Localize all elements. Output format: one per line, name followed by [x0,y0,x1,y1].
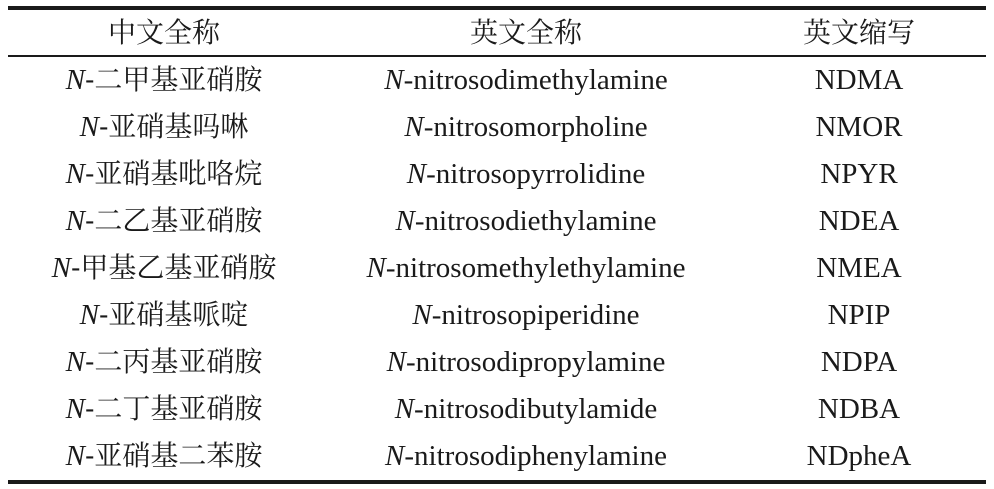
table-row [8,292,986,339]
abbreviation-cell: NDMA [814,64,904,96]
header-chinese-name: 中文全称 [107,15,220,49]
chinese-name-cell [8,157,320,190]
nitrosamine-table [8,6,986,484]
chinese-name-cell [8,392,320,425]
english-name-text: -nitrosodipropylamine [406,346,666,378]
chinese-name-cell [8,251,320,284]
chinese-name-text: -亚硝基吗啉 [98,110,249,143]
english-name-cell [320,254,732,283]
abbreviation-cell: NPIP [827,299,891,331]
chinese-name-text: -亚硝基二苯胺 [84,439,263,472]
table-body [8,57,986,480]
english-name-text: -nitrosodiethylamine [414,205,657,237]
english-name-cell [320,66,732,95]
english-name-text: -nitrosodibutylamide [414,393,658,425]
english-name-prefix: N [406,158,427,190]
chinese-name-text: -亚硝基吡咯烷 [84,157,263,190]
abbreviation-cell: NPYR [820,158,898,190]
english-name-cell [320,207,732,236]
abbreviation-cell: NDPA [820,346,898,378]
chinese-name-cell [8,63,320,96]
table-row [8,339,986,386]
chinese-name-prefix: N [79,111,99,143]
chinese-name-text: -甲基乙基亚硝胺 [70,251,277,284]
english-name-text: -nitrosomethylethylamine [385,252,686,284]
english-name-prefix: N [412,299,432,331]
chinese-name-cell [8,204,320,237]
abbreviation-cell: NDBA [817,393,901,425]
chinese-name-prefix: N [65,205,85,237]
table-row [8,386,986,433]
chinese-name-text: -二丁基亚硝胺 [84,392,263,425]
english-name-cell [320,113,732,142]
english-name-text: -nitrosodimethylamine [403,64,668,96]
english-name-prefix: N [366,252,386,284]
english-name-text: -nitrosopiperidine [431,299,640,331]
english-name-prefix: N [394,393,415,425]
chinese-name-cell [8,345,320,378]
english-name-text: -nitrosomorpholine [423,111,648,143]
chinese-name-prefix: N [65,158,85,190]
english-name-text: -nitrosodiphenylamine [404,440,667,472]
table-row [8,57,986,104]
chinese-name-prefix: N [65,440,85,472]
chinese-name-prefix: N [65,346,85,378]
english-name-cell [320,348,732,377]
chinese-name-cell [8,439,320,472]
english-name-cell [320,395,732,424]
english-name-cell [320,301,732,330]
chinese-name-text: -二乙基亚硝胺 [84,204,263,237]
header-abbreviation: 英文缩写 [802,15,915,49]
table-row [8,433,986,480]
english-name-text: -nitrosopyrrolidine [426,158,646,190]
chinese-name-prefix: N [65,64,85,96]
abbreviation-cell: NMOR [815,111,903,143]
abbreviation-cell: NDEA [818,205,900,237]
chinese-name-text: -二丙基亚硝胺 [84,345,263,378]
english-name-prefix: N [385,440,405,472]
english-name-prefix: N [404,111,424,143]
chinese-name-prefix: N [65,393,85,425]
english-name-prefix: N [384,64,404,96]
table-header-row [8,10,986,55]
chinese-name-cell [8,110,320,143]
table-row [8,104,986,151]
english-name-prefix: N [395,205,415,237]
english-name-prefix: N [386,346,406,378]
abbreviation-cell: NMEA [816,252,902,284]
chinese-name-cell [8,298,320,331]
chinese-name-text: -二甲基亚硝胺 [84,63,263,96]
abbreviation-cell: NDpheA [806,440,912,472]
chinese-name-prefix: N [51,252,71,284]
chinese-name-prefix: N [79,299,99,331]
english-name-cell [320,442,732,471]
bottom-rule [8,480,986,484]
table-row [8,151,986,198]
english-name-cell [320,160,732,189]
table-row [8,198,986,245]
header-english-name: 英文全称 [469,15,582,49]
chinese-name-text: -亚硝基哌啶 [98,298,249,331]
table-row [8,245,986,292]
